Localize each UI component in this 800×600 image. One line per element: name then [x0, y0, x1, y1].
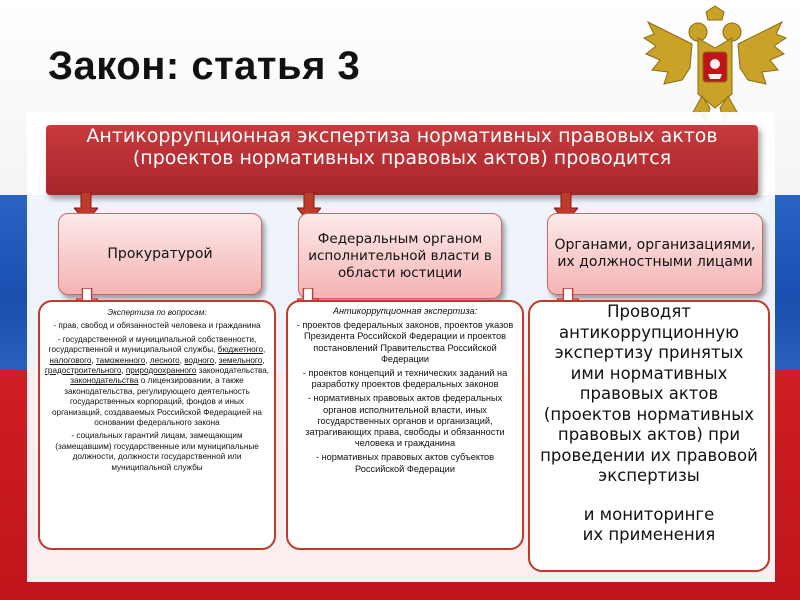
detail-prosecutor	[38, 300, 276, 550]
detail-justice-item: - проектов концепций и технических заданий на разработку проектов федеральных законов	[302, 368, 508, 390]
box-justice-body-label: Федеральным органом исполнительной власти в области юстиции	[308, 230, 492, 281]
detail-justice-item: - нормативных правовых актов субъектов Российской Федерации	[315, 452, 495, 474]
box-justice-body	[298, 213, 502, 299]
detail-justice-heading: Антикоррупционная экспертиза:	[332, 306, 478, 316]
detail-organizations	[528, 300, 770, 572]
rider-icon	[710, 59, 720, 69]
box-prosecutor-label: Прокуратурой	[107, 246, 213, 262]
detail-justice	[286, 300, 524, 550]
header-banner	[46, 125, 758, 195]
slide-title: Закон: статья 3	[48, 44, 361, 88]
detail-prosecutor-item: - государственной и муниципальной собственности, государственной и муниципальной службы, бюджетного, налогового, таможенного, лесного, водного, земельного, градостроительного, природоохранного законодательства, законодательства о лицензировании, а также законодательства, регулирующего деятельность государственных корпораций, фондов и иных организаций, создаваемых Российской Федерацией на основании федерального закона	[44, 334, 270, 428]
detail-organizations-monitoring: и мониторинге их применения	[582, 504, 716, 544]
detail-organizations-text: Проводят антикоррупционную экспертизу принятых ими нормативных правовых актов (проектов нормативных правовых актов) при проведении их правовой экспертизы	[540, 302, 758, 485]
coat-of-arms-emblem	[640, 4, 790, 128]
detail-prosecutor-heading: Экспертиза по вопросам:	[107, 308, 207, 317]
box-prosecutor	[58, 213, 262, 295]
detail-prosecutor-item: - социальных гарантий лицам, замещающим (замещавшим) государственные или муниципальные должности, должности государственной или муниципальной службы	[55, 431, 259, 472]
detail-justice-item: - нормативных правовых актов федеральных органов исполнительной власти, иных государственных органов и организаций, затрагивающих права, свободы и обязанности человека и гражданина	[305, 393, 505, 449]
detail-prosecutor-item: - прав, свобод и обязанностей человека и гражданина	[53, 321, 261, 331]
box-organizations	[547, 213, 763, 295]
detail-justice-item: - проектов федеральных законов, проектов указов Президента Российской Федерации и проектов постановлений Правительства Российской Федерации	[296, 320, 514, 364]
box-organizations-label: Органами, организациями, их должностными лицами	[554, 237, 756, 270]
header-text: Антикоррупционная экспертиза нормативных правовых актов (проектов нормативных правовых актов) проводится	[86, 125, 718, 169]
